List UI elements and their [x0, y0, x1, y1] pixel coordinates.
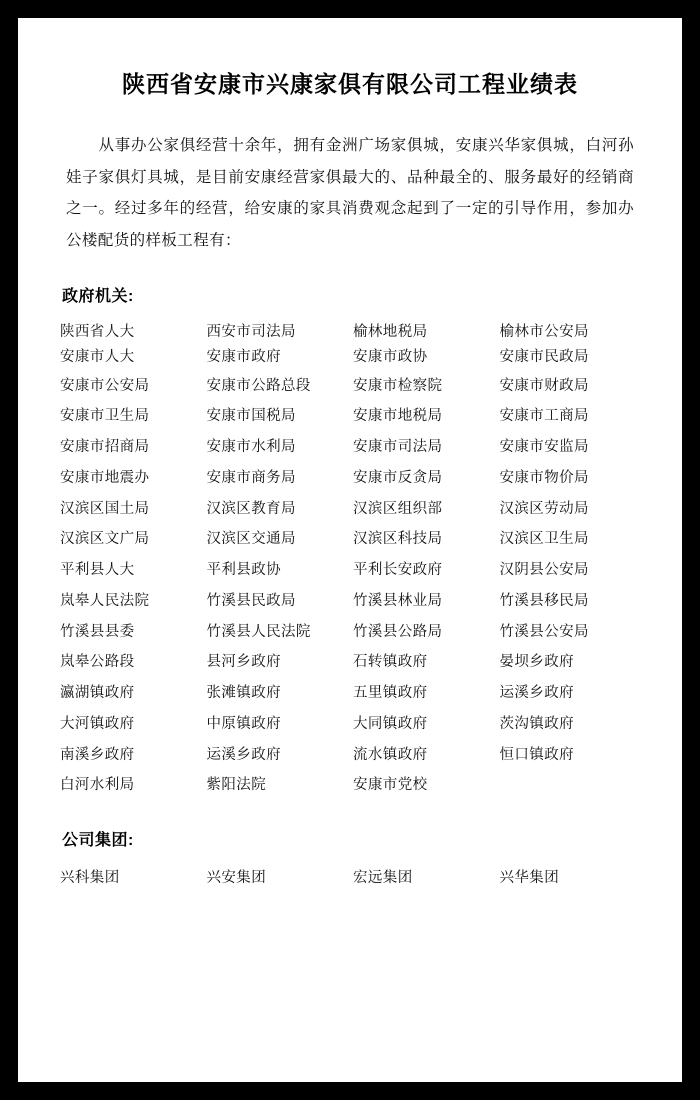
list-item: 恒口镇政府: [499, 746, 574, 763]
list-item: 汉滨区文广局: [60, 531, 150, 548]
list-item: 安康市反贪局: [353, 469, 443, 486]
intro-paragraph: 从事办公家俱经营十余年，拥有金洲广场家俱城，安康兴华家俱城，白河孙娃子家俱灯具城，是目前安康经营家俱最大的、品种最全的、服务最好的经销商之一。经过多年的经营，给安康的家具消费观念起到了一定的引导作用，参加办公楼配货的样板工程有：: [66, 136, 634, 250]
page-content: [18, 18, 682, 913]
list-item: 宏远集团: [353, 869, 413, 886]
list-item: 安康市国税局: [206, 408, 296, 425]
list-item: 汉滨区交通局: [206, 531, 296, 548]
section-government: [60, 283, 640, 801]
list-item-empty: [500, 770, 641, 801]
list-item: 安康市公安局: [60, 377, 150, 394]
government-agency-grid: [60, 320, 640, 801]
list-item: 汉滨区劳动局: [499, 500, 589, 517]
list-item: 安康市公路总段: [206, 377, 311, 394]
list-item: 安康市地震办: [60, 469, 150, 486]
list-item: 大同镇政府: [353, 715, 428, 732]
list-item: 安康市人大: [60, 349, 135, 366]
list-item: 汉滨区教育局: [206, 500, 296, 517]
list-item: 安康市商务局: [206, 469, 296, 486]
list-item: 岚皋人民法院: [60, 592, 150, 609]
list-item: 瀛湖镇政府: [60, 685, 135, 702]
list-item: 五里镇政府: [353, 685, 428, 702]
list-item: 张滩镇政府: [206, 685, 281, 702]
list-item: 安康市司法局: [353, 439, 443, 456]
list-item: 汉滨区卫生局: [499, 531, 589, 548]
list-item: 安康市民政局: [499, 349, 589, 366]
list-item: 平利县人大: [60, 562, 135, 579]
company-group-grid: [60, 864, 640, 893]
list-item: 岚皋公路段: [60, 654, 135, 671]
list-item: 汉滨区组织部: [353, 500, 443, 517]
list-item: 平利长安政府: [353, 562, 443, 579]
list-item: 汉滨区国土局: [60, 500, 150, 517]
section-heading-government: 政府机关:: [62, 287, 134, 305]
page-title: 陕西省安康市兴康家俱有限公司工程业绩表: [122, 71, 578, 97]
list-item: 兴安集团: [206, 869, 267, 886]
list-item: 汉滨区科技局: [353, 531, 443, 548]
list-item: 安康市招商局: [60, 439, 150, 456]
list-item: 平利县政协: [206, 562, 281, 579]
list-item: 竹溪县公路局: [353, 623, 443, 640]
list-item: 竹溪县公安局: [499, 623, 589, 640]
list-item: 榆林市公安局: [499, 323, 589, 340]
list-item: 榆林地税局: [353, 323, 428, 340]
list-item: 安康市地税局: [353, 408, 443, 425]
section-heading-company: 公司集团:: [62, 831, 134, 849]
list-item: 茨沟镇政府: [499, 715, 574, 732]
list-item: 竹溪县移民局: [499, 592, 589, 609]
document-page: [18, 18, 682, 1082]
list-item: 安康市检察院: [353, 377, 443, 394]
list-item: 白河水利局: [60, 777, 135, 794]
list-item: 安康市财政局: [499, 377, 589, 394]
list-item: 大河镇政府: [60, 715, 135, 732]
list-item: 竹溪县林业局: [353, 592, 443, 609]
list-item: 县河乡政府: [206, 654, 281, 671]
list-item: 安康市政府: [206, 349, 281, 366]
list-item: 安康市卫生局: [60, 408, 150, 425]
list-item: 安康市政协: [353, 349, 428, 366]
list-item: 西安市司法局: [206, 323, 296, 340]
list-item: 晏坝乡政府: [499, 654, 574, 671]
list-item: 竹溪县人民法院: [206, 623, 311, 640]
list-item: 石转镇政府: [353, 654, 428, 671]
list-item: 安康市水利局: [206, 439, 296, 456]
list-item: 竹溪县县委: [60, 623, 135, 640]
list-item: 安康市安监局: [499, 439, 589, 456]
list-item: 中原镇政府: [206, 715, 281, 732]
list-item: 流水镇政府: [353, 746, 428, 763]
list-item: 安康市物价局: [499, 469, 589, 486]
list-item: 安康市党校: [353, 777, 428, 794]
list-item: 安康市工商局: [499, 408, 589, 425]
list-item: 兴科集团: [60, 869, 120, 886]
list-item: 紫阳法院: [206, 777, 267, 794]
list-item: 运溪乡政府: [499, 685, 574, 702]
list-item: 运溪乡政府: [206, 746, 281, 763]
list-item: 兴华集团: [499, 869, 560, 886]
section-company-group: [60, 827, 640, 893]
list-item: 汉阴县公安局: [499, 562, 589, 579]
list-item: 竹溪县民政局: [206, 592, 296, 609]
list-item: 陕西省人大: [60, 323, 135, 340]
list-item: 南溪乡政府: [60, 746, 135, 763]
